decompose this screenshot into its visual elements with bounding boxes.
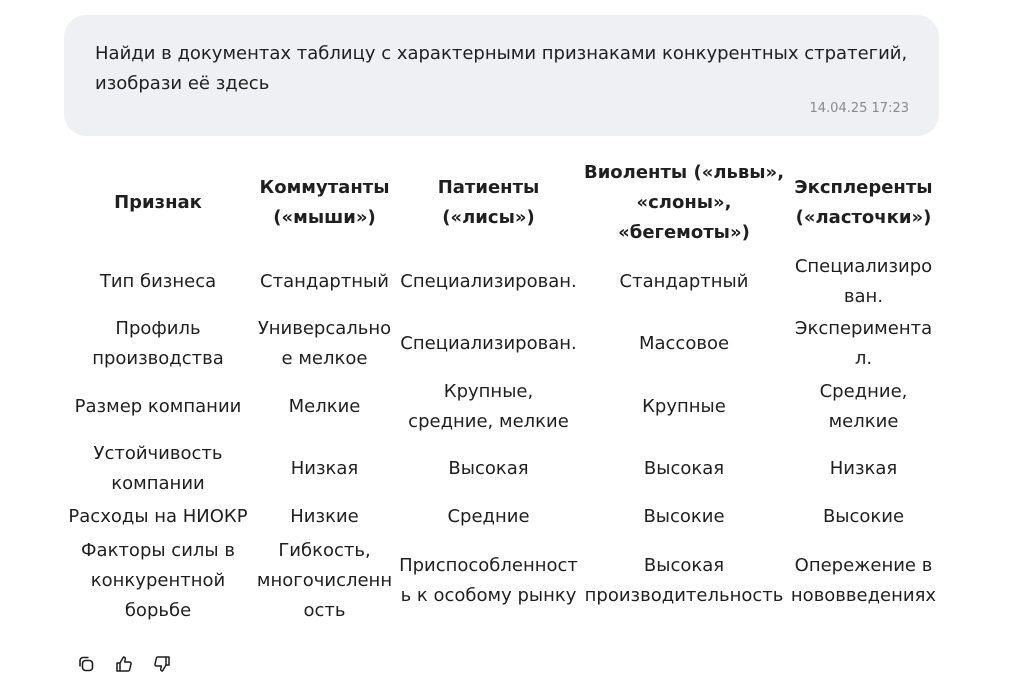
thumbs-down-icon <box>152 654 172 674</box>
header-cell: Патиенты («лисы») <box>437 176 540 228</box>
table-cell: Специализирован. <box>400 333 577 354</box>
message-actions <box>74 652 174 676</box>
table-cell: Высокие <box>643 506 725 527</box>
table-cell: Приспособленность к особому рынку <box>399 555 578 606</box>
table-cell: Мелкие <box>288 395 361 417</box>
table-cell: Экспериментал. <box>794 318 933 369</box>
table-cell: Профиль производства <box>92 318 224 369</box>
table-cell: Крупные, средние, мелкие <box>408 380 569 432</box>
table-cell: Тип бизнеса <box>99 271 217 292</box>
table-cell: Размер компании <box>74 395 242 417</box>
message-timestamp: 14.04.25 17:23 <box>809 101 909 116</box>
header-cell: Виоленты («львы», «слоны», «бегемоты») <box>583 161 785 243</box>
table-cell: Стандартный <box>260 271 389 292</box>
table-cell: Низкие <box>290 506 359 527</box>
table-cell: Средние <box>447 506 530 527</box>
table-row <box>64 313 939 375</box>
table-cell: Факторы силы в конкурентной борьбе <box>81 540 235 621</box>
header-cell: Признак <box>114 191 202 213</box>
table-row <box>64 251 939 313</box>
thumbs-up-icon <box>114 654 134 674</box>
table-cell: Стандартный <box>619 271 749 292</box>
table-row <box>64 438 939 500</box>
table-cell: Низкая <box>290 458 359 479</box>
header-cell: Эксплеренты («ласточки») <box>794 176 933 228</box>
table-cell: Универсальное мелкое <box>257 318 392 369</box>
strategies-table <box>64 154 939 628</box>
table-cell: Расходы на НИОКР <box>68 506 248 527</box>
table-cell: Устойчивость компании <box>93 443 223 494</box>
table-cell: Крупные <box>642 395 726 417</box>
copy-button[interactable] <box>74 652 98 676</box>
table-cell: Низкая <box>829 458 898 479</box>
header-cell: Коммутанты («мыши») <box>259 176 390 228</box>
table-cell: Высокая <box>643 458 725 479</box>
table-cell: Высокая <box>448 458 529 479</box>
table-cell: Средние, мелкие <box>819 380 908 432</box>
table-row <box>64 375 939 438</box>
table-cell: Массовое <box>638 333 730 354</box>
table-cell: Высокие <box>822 506 905 527</box>
table-cell: Гибкость, многочисленность <box>256 540 393 621</box>
table-row <box>64 534 939 628</box>
copy-icon <box>76 654 96 674</box>
table-cell: Специализирован. <box>794 256 933 307</box>
dislike-button[interactable] <box>150 652 174 676</box>
user-message-text: Найди в документах таблицу с характерными признаками конкурентных стратегий, изобрази её здесь <box>95 43 908 94</box>
table-row <box>64 500 939 534</box>
table-header-row <box>64 154 939 251</box>
table-cell: Высокая производительность <box>584 555 784 606</box>
table-cell: Опережение в нововведениях <box>790 555 937 606</box>
like-button[interactable] <box>112 652 136 676</box>
user-message-bubble <box>64 15 939 136</box>
table-cell: Специализирован. <box>400 271 577 292</box>
